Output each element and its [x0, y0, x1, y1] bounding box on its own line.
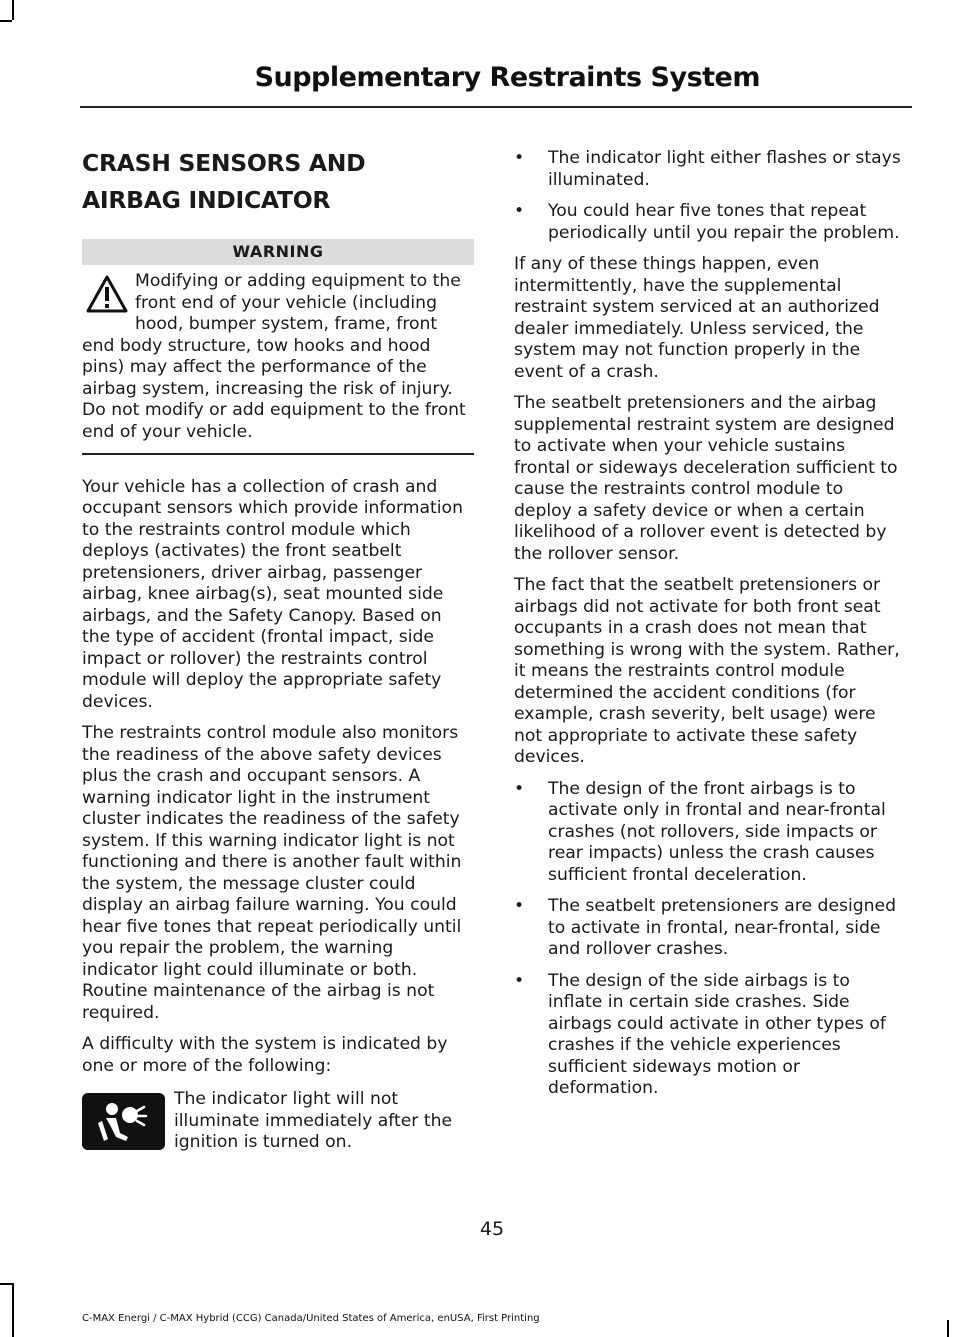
indicator-item	[82, 1089, 474, 1154]
warning-text: Modifying or adding equipment to the front end of your vehicle (including hood, bumper system, frame, front end body structure, tow hooks and hood pins) may affect the performance of the airbag system, increasing the risk of injury. Do not modify or add equipment to the front end of your vehicle.	[82, 271, 466, 442]
section-title	[82, 145, 474, 219]
section-title-line2: AIRBAG INDICATOR	[82, 186, 331, 214]
indicator-text: The indicator light will not illuminate immediately after the ignition is turned on.	[174, 1089, 453, 1152]
page-header-title: Supplementary Restraints System	[254, 62, 760, 93]
paragraph: A difficulty with the system is indicated by one or more of the following:	[82, 1034, 448, 1076]
crop-mark	[12, 0, 14, 20]
crop-mark	[0, 20, 12, 22]
bullet-list	[514, 148, 906, 244]
page-number: 45	[479, 1218, 505, 1240]
section-title-line1: CRASH SENSORS AND	[82, 149, 366, 177]
list-item: • The indicator light either flashes or stays illuminated.	[514, 148, 906, 191]
crop-mark	[947, 1320, 949, 1337]
paragraph: Your vehicle has a collection of crash and occupant sensors which provide information to the restraints control module which deploys (activates) the front seatbelt pretensioners, driver airbag, passenger airbag, knee airbag(s), seat mounted side airbags, and the Safety Canopy. Based on the type of accident (frontal impact, side impact or rollover) the restraints control module will deploy the appropriate safety devices.	[82, 476, 463, 712]
warning-divider	[82, 453, 474, 455]
header-rule	[80, 106, 912, 108]
paragraph: If any of these things happen, even intermittently, have the supplemental restraint system serviced at an authorized dealer immediately. Unless serviced, the system may not function properly in the event of a crash.	[514, 254, 880, 382]
crop-mark	[0, 1283, 12, 1285]
paragraph: The fact that the seatbelt pretensioners or airbags did not activate for both front seat occupants in a crash does not mean that something is wrong with the system. Rather, it means the restraints control module determined the accident conditions (for example, crash severity, belt usage) were not appropriate to activate these safety devices.	[514, 575, 900, 767]
crop-mark	[12, 1283, 14, 1337]
warning-box	[82, 271, 474, 443]
bullet-list	[514, 779, 906, 1100]
list-item: • The seatbelt pretensioners are designed to activate in frontal, near-frontal, side and rollover crashes.	[514, 896, 906, 961]
airbag-indicator-icon	[82, 1093, 165, 1150]
left-column	[82, 145, 474, 1154]
list-item: • The design of the front airbags is to activate only in frontal and near-frontal crashes (not rollovers, side impacts or rear impacts) unless the crash causes sufficient frontal deceleration.	[514, 779, 906, 887]
warning-label: WARNING	[82, 239, 474, 265]
list-item: • You could hear five tones that repeat periodically until you repair the problem.	[514, 201, 906, 244]
warning-triangle-icon	[82, 271, 132, 317]
list-item: • The design of the side airbags is to inflate in certain side crashes. Side airbags could activate in other types of crashes if the vehicle experiences sufficient sideways motion or deformation.	[514, 971, 906, 1100]
paragraph: The restraints control module also monitors the readiness of the above safety devices plus the crash and occupant sensors. A warning indicator light in the instrument cluster indicates the readiness of the safety system. If this warning indicator light is not functioning and there is another fault within the system, the message cluster could display an airbag failure warning. You could hear five tones that repeat periodically until you repair the problem, the warning indicator light could illuminate or both. Routine maintenance of the airbag is not required.	[82, 723, 462, 1023]
right-column	[514, 148, 906, 1110]
footer-text: C-MAX Energi / C-MAX Hybrid (CCG) Canada/United States of America, enUSA, First Printing	[82, 1313, 540, 1324]
paragraph: The seatbelt pretensioners and the airbag supplemental restraint system are designed to activate when your vehicle sustains frontal or sideways deceleration sufficient to cause the restraints control module to deploy a safety device or when a certain likelihood of a rollover event is detected by the rollover sensor.	[514, 393, 898, 564]
